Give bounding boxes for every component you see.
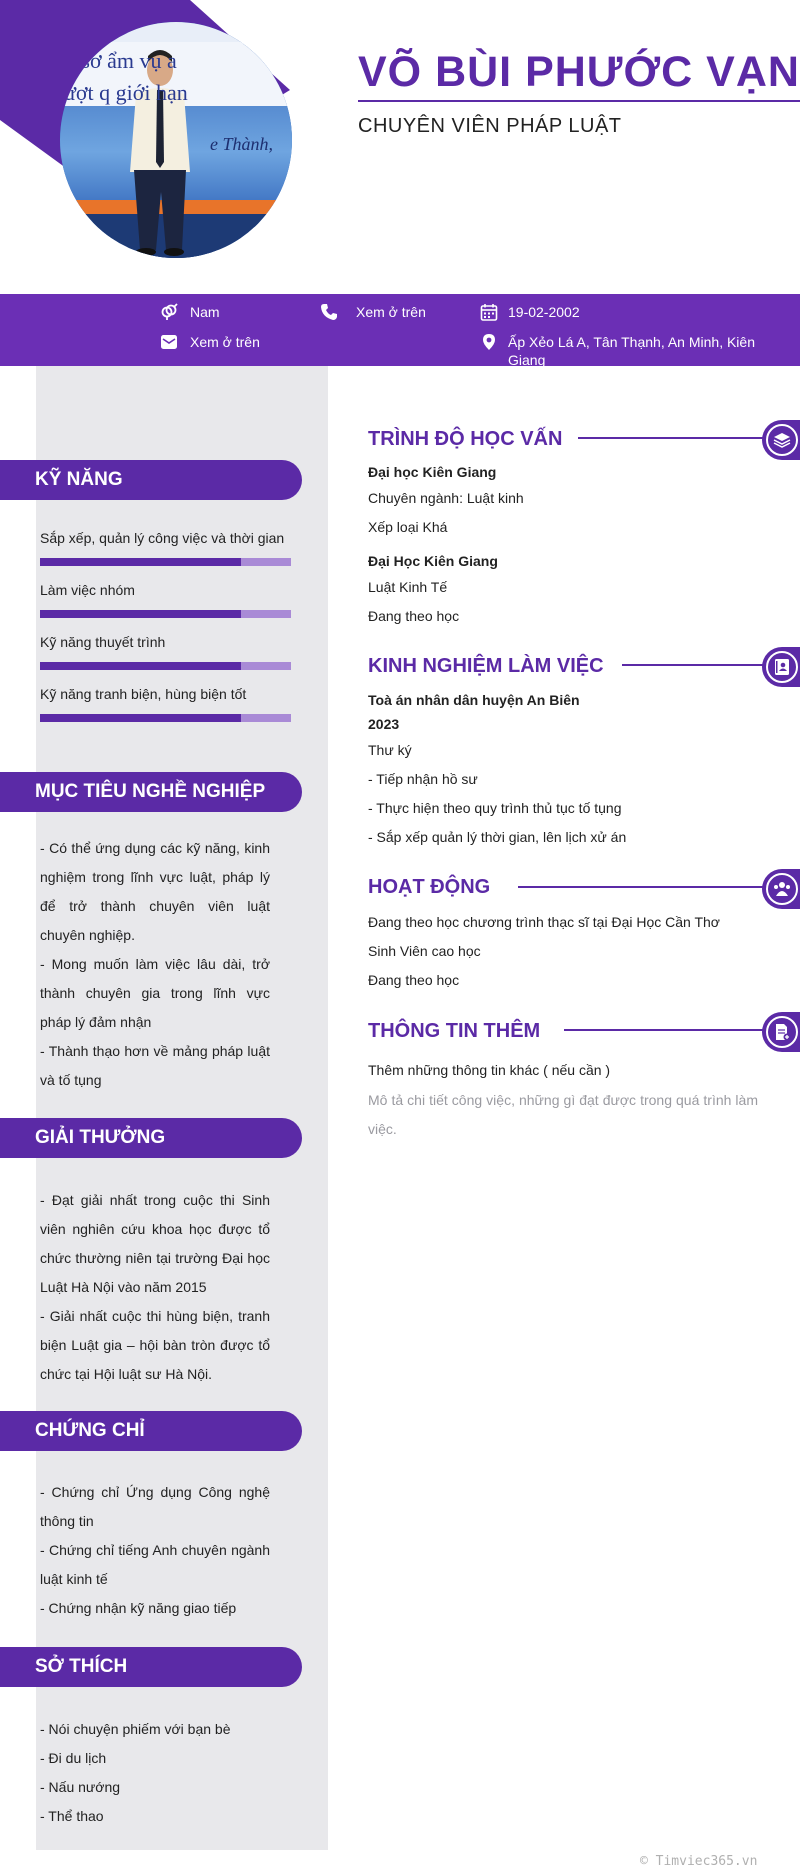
people-icon	[772, 880, 792, 898]
certificate-paragraph: - Chứng chỉ tiếng Anh chuyên ngành luật kinh tế	[40, 1542, 270, 1587]
skill-bar	[40, 662, 291, 670]
hobbies-heading: SỞ THÍCH	[0, 1647, 302, 1687]
birthday-value: 19-02-2002	[508, 304, 580, 320]
id-card-icon	[773, 658, 791, 676]
gender-value: Nam	[190, 304, 220, 320]
hobby-item: - Thể thao	[40, 1808, 104, 1824]
skill-name: Kỹ năng thuyết trình	[40, 634, 166, 650]
calendar-icon	[480, 303, 498, 321]
contact-birthday	[480, 303, 580, 321]
objective-paragraph: - Thành thạo hơn về mảng pháp luật và tố tụng	[40, 1043, 270, 1088]
location-icon	[480, 333, 498, 351]
certificates-heading: CHỨNG CHỈ	[0, 1411, 302, 1451]
profile-photo	[60, 22, 292, 258]
certificate-paragraph: - Chứng chỉ Ứng dụng Công nghệ thông tin	[40, 1484, 270, 1529]
watermark: © Timviec365.vn	[640, 1854, 758, 1869]
activities-badge	[762, 869, 800, 909]
objective-paragraph: - Có thể ứng dụng các kỹ năng, kinh nghiệm trong lĩnh vực luật, pháp lý để trở thành chuyên viên luật chuyên nghiệp.	[40, 840, 270, 943]
education-heading-line	[578, 437, 768, 439]
education-detail: Chuyên ngành: Luật kinh	[368, 490, 524, 506]
experience-position: Thư ký	[368, 742, 412, 758]
education-detail: Xếp loại Khá	[368, 519, 448, 535]
email-icon	[160, 333, 178, 351]
objective-text	[40, 834, 270, 1095]
contact-gender	[160, 303, 220, 321]
gender-icon	[160, 303, 178, 321]
skills-heading: KỸ NĂNG	[0, 460, 302, 500]
skill-name: Kỹ năng tranh biện, hùng biện tốt	[40, 686, 247, 702]
experience-duty: - Sắp xếp quản lý thời gian, lên lịch xử án	[368, 829, 627, 845]
awards-heading: GIẢI THƯỞNG	[0, 1118, 302, 1158]
photo-banner-text-3: e Thành,	[210, 134, 273, 154]
education-school: Đại Học Kiên Giang	[368, 553, 498, 569]
education-school: Đại học Kiên Giang	[368, 464, 497, 480]
contact-address	[480, 333, 760, 369]
hobby-item: - Nấu nướng	[40, 1779, 121, 1795]
objective-paragraph: - Mong muốn làm việc lâu dài, trở thành chuyên gia trong lĩnh vực pháp lý đảm nhận	[40, 956, 270, 1030]
award-paragraph: - Giải nhất cuộc thi hùng biện, tranh biện Luật gia – hội bàn tròn được tổ chức tại Hội luật sư Hà Nội.	[40, 1308, 270, 1382]
experience-duty: - Thực hiện theo quy trình thủ tục tố tụng	[368, 800, 622, 816]
additional-heading: THÔNG TIN THÊM	[368, 1020, 541, 1042]
skill-bar	[40, 610, 291, 618]
certificate-paragraph: - Chứng nhận kỹ năng giao tiếp	[40, 1600, 237, 1616]
skill-bar	[40, 714, 291, 722]
candidate-name: VÕ BÙI PHƯỚC VẠN	[358, 48, 800, 96]
objective-heading: MỤC TIÊU NGHỀ NGHIỆP	[0, 772, 302, 812]
contact-phone	[320, 303, 426, 321]
hobby-item: - Nói chuyện phiếm với bạn bè	[40, 1721, 231, 1737]
activity-line: Sinh Viên cao học	[368, 943, 481, 959]
document-add-icon	[773, 1023, 791, 1041]
activities-heading: HOẠT ĐỘNG	[368, 876, 491, 898]
hobbies-list	[40, 1715, 270, 1831]
certificates-text	[40, 1478, 270, 1623]
skill-name: Sắp xếp, quản lý công việc và thời gian	[40, 530, 285, 546]
award-paragraph: - Đạt giải nhất trong cuộc thi Sinh viên nghiên cứu khoa học được tổ chức thường niên tại trường Đại học Luật Hà Nội vào năm 2015	[40, 1192, 270, 1295]
photo-banner-text-2: ượt q giới hạn	[64, 80, 188, 105]
education-detail: Đang theo học	[368, 608, 460, 624]
activity-line: Đang theo học chương trình thạc sĩ tại Đại Học Cần Thơ	[368, 914, 720, 930]
activity-line: Đang theo học	[368, 972, 460, 988]
email-value: Xem ở trên	[190, 334, 260, 350]
photo-banner-text-1: ư sơ ẩm vụ a	[64, 48, 177, 73]
experience-duty: - Tiếp nhận hồ sư	[368, 771, 478, 787]
activities-heading-line	[518, 886, 768, 888]
education-heading: TRÌNH ĐỘ HỌC VẤN	[368, 428, 563, 450]
education-badge	[762, 420, 800, 460]
contact-email	[160, 333, 260, 351]
name-underline	[358, 100, 800, 102]
additional-heading-line	[564, 1029, 768, 1031]
phone-value: Xem ở trên	[356, 304, 426, 320]
hobby-item: - Đi du lịch	[40, 1750, 107, 1766]
additional-badge	[762, 1012, 800, 1052]
education-detail: Luật Kinh Tế	[368, 579, 448, 595]
skill-name: Làm việc nhóm	[40, 582, 135, 598]
additional-line: Thêm những thông tin khác ( nếu cần )	[368, 1062, 611, 1078]
experience-heading: KINH NGHIỆM LÀM VIỆC	[368, 655, 604, 677]
experience-company: Toà án nhân dân huyện An Biên	[368, 692, 580, 708]
experience-year: 2023	[368, 716, 400, 732]
job-title: CHUYÊN VIÊN PHÁP LUẬT	[358, 115, 622, 137]
address-value: Ấp Xẻo Lá A, Tân Thạnh, An Minh, Kiên Giang	[508, 334, 755, 368]
phone-icon	[320, 303, 338, 321]
skill-bar	[40, 558, 291, 566]
experience-badge	[762, 647, 800, 687]
awards-text	[40, 1186, 270, 1389]
additional-placeholder: Mô tả chi tiết công việc, những gì đạt được trong quá trình làm việc.	[368, 1092, 758, 1137]
layers-icon	[773, 431, 791, 449]
experience-heading-line	[622, 664, 768, 666]
